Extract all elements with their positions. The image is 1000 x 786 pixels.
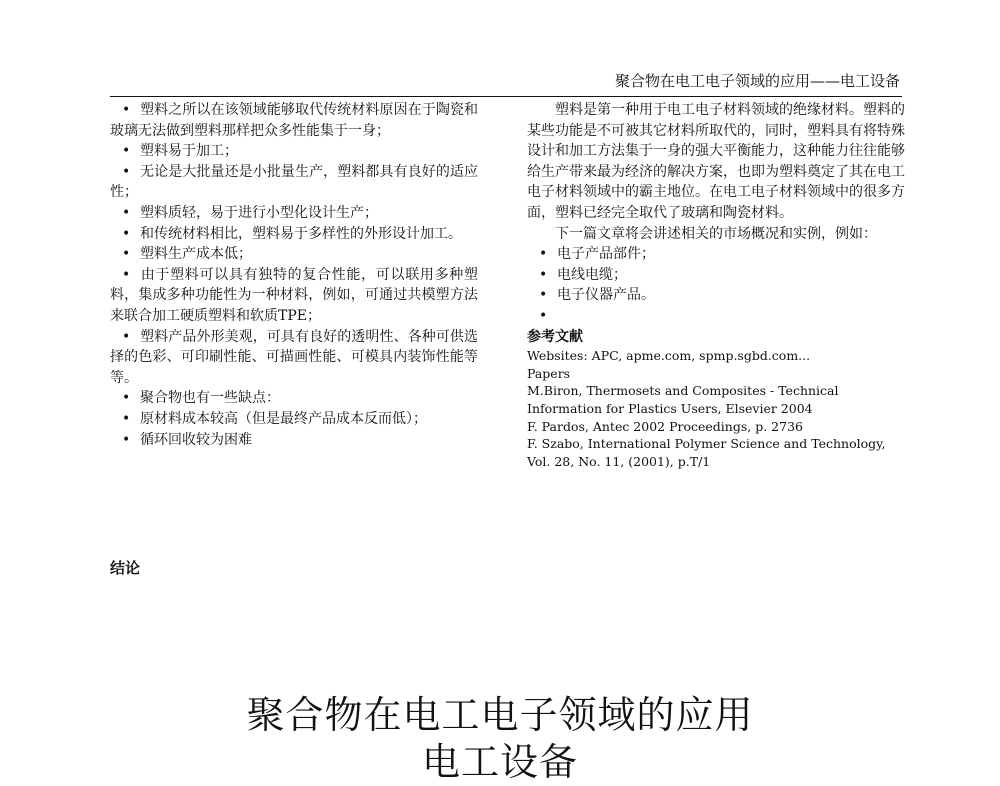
left-bullet-8: • 塑料产品外形美观，可具有良好的透明性、各种可供选择的色彩、可印刷性能、可描画性能、可模具内装饰性能等等。 xyxy=(110,328,478,386)
bullet-dot: • xyxy=(539,287,548,304)
bullet-dot: • xyxy=(539,307,548,324)
references-title: 参考文献 xyxy=(527,328,583,345)
reference-item: M.Biron, Thermosets and Composites - Technical Information for Plastics Users, Elsevier 2004 xyxy=(527,383,839,416)
bullet-dot: • xyxy=(122,163,131,180)
bullet-dot: • xyxy=(122,102,131,118)
right-paragraph-1: 塑料是第一种用于电工电子材料领域的绝缘材料。塑料的某些功能是不可被其它材料所取代的，同时，塑料具有将特殊设计和加工方法集于一身的强大平衡能力，这种能力往往能够给生产带来最为经济的解决方案，也即为塑料奠定了其在电工电子材料领域中的霸主地位。在电工电子材料领域中的很多方面，塑料已经完全取代了玻璃和陶瓷材料。 xyxy=(527,102,905,221)
reference-item: Websites: APC, apme.com, spmp.sgbd.com... xyxy=(527,348,811,364)
references-list xyxy=(527,347,905,470)
conclusion-heading: 结论 xyxy=(110,559,141,577)
right-column xyxy=(527,100,905,470)
bullet-dot: • xyxy=(122,143,131,160)
reference-item: F. Szabo, International Polymer Science and Technology, Vol. 28, No. 11, (2001), p.T/1 xyxy=(527,436,886,469)
right-bullet-4 xyxy=(527,306,905,327)
bullet-dot: • xyxy=(122,246,131,263)
bullet-dot: • xyxy=(122,390,131,407)
bullet-dot: • xyxy=(122,410,131,427)
header-rule xyxy=(110,96,902,97)
left-bullet-11: • 循环回收较为困难 xyxy=(110,430,478,451)
right-bullet-3: • 电子仪器产品。 xyxy=(527,285,905,306)
left-bullet-7: • 由于塑料可以具有独特的复合性能，可以联用多种塑料，集成多种功能性为一种材料，例如，可通过共模塑方法来联合加工硬质塑料和软质TPE； xyxy=(110,266,478,324)
bullet-dot: • xyxy=(122,266,131,283)
left-bullet-4: • 塑料质轻，易于进行小型化设计生产； xyxy=(110,203,478,224)
right-bullet-1: • 电子产品部件； xyxy=(527,244,905,265)
bullet-dot: • xyxy=(122,431,131,448)
left-column xyxy=(110,100,478,450)
right-paragraph-2: 下一篇文章将会讲述相关的市场概况和实例，例如： xyxy=(555,225,877,242)
left-bullet-10: • 原材料成本较高（但是最终产品成本反而低）； xyxy=(110,409,478,430)
reference-item: Papers xyxy=(527,365,571,381)
left-bullet-9: • 聚合物也有一些缺点： xyxy=(110,388,478,409)
left-bullet-5: • 和传统材料相比，塑料易于多样性的外形设计加工。 xyxy=(110,224,478,245)
reference-item: F. Pardos, Antec 2002 Proceedings, p. 2736 xyxy=(527,418,803,434)
left-bullet-1: • 塑料之所以在该领域能够取代传统材料原因在于陶瓷和玻璃无法做到塑料那样把众多性能集于一身； xyxy=(110,102,478,139)
left-bullet-6: • 塑料生产成本低； xyxy=(110,244,478,265)
right-bullet-2: • 电线电缆； xyxy=(527,265,905,286)
next-article-subtitle: 电工设备 xyxy=(421,740,578,784)
bullet-dot: • xyxy=(539,266,548,283)
bullet-dot: • xyxy=(122,204,131,221)
running-header: 聚合物在电工电子领域的应用——电工设备 xyxy=(614,72,900,90)
left-bullet-2: • 塑料易于加工； xyxy=(110,141,478,162)
bullet-dot: • xyxy=(539,246,548,263)
left-bullet-3: • 无论是大批量还是小批量生产，塑料都具有良好的适应性； xyxy=(110,163,478,201)
bullet-dot: • xyxy=(122,328,131,345)
next-article-title: 聚合物在电工电子领域的应用 xyxy=(246,693,754,737)
bullet-dot: • xyxy=(122,225,131,242)
